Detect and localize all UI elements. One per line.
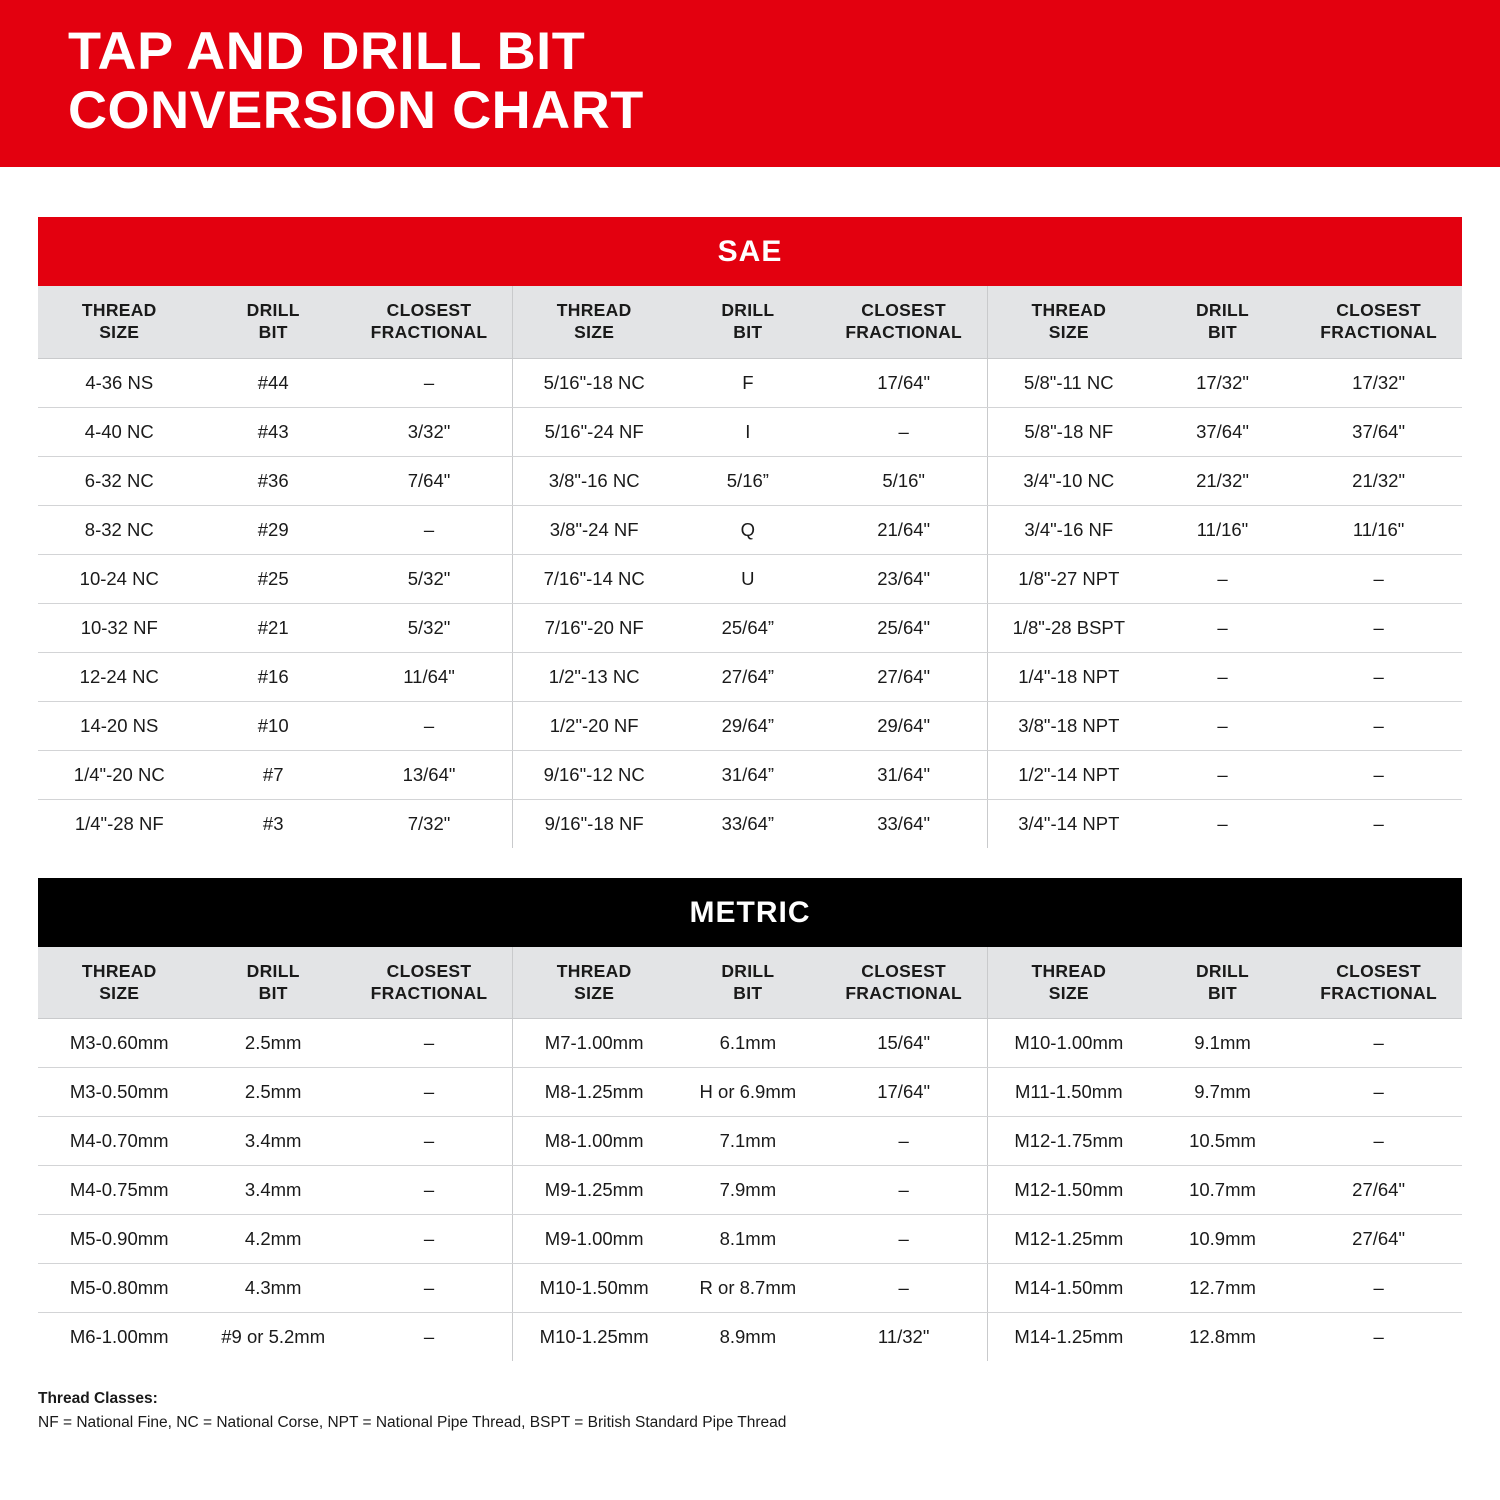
table-cell: – [1150,554,1295,603]
col-header-line: FRACTIONAL [370,322,488,343]
table-cell: 1/8"-28 BSPT [987,603,1150,652]
col-header-line: CLOSEST [1336,299,1421,320]
table-cell: M8-1.25mm [513,1068,676,1117]
table-cell: M4-0.70mm [38,1117,201,1166]
metric-header-row [38,947,1462,1019]
table-cell: – [1150,652,1295,701]
col-header-line: FRACTIONAL [845,982,963,1003]
page-title-line1: TAP AND DRILL BIT [68,22,586,81]
table-cell: – [346,1117,513,1166]
col-header-line: DRILL [246,299,300,320]
col-header-line: BIT [733,982,763,1003]
table-cell: F [675,358,820,407]
sae-table-body [38,358,1462,848]
table-cell: M7-1.00mm [513,1019,676,1068]
table-row [38,1117,1462,1166]
col-header-line: SIZE [99,322,140,343]
table-cell: #44 [201,358,346,407]
table-row [38,1068,1462,1117]
table-cell: 21/32" [1295,456,1462,505]
table-cell: U [675,554,820,603]
table-cell: M5-0.80mm [38,1264,201,1313]
table-cell: 1/2"-20 NF [513,701,676,750]
table-cell: 3/4"-14 NPT [987,799,1150,848]
table-row [38,1215,1462,1264]
table-cell: 1/2"-13 NC [513,652,676,701]
table-cell: #43 [201,407,346,456]
table-cell: 33/64" [877,812,931,834]
table-cell: – [1295,1117,1462,1166]
table-cell: M6-1.00mm [69,1326,169,1348]
table-cell: – [1373,1326,1384,1348]
footnote-label: Thread Classes: [38,1390,158,1408]
table-cell: #3 [262,812,284,834]
table-cell: 2.5mm [201,1068,346,1117]
table-cell: 17/64" [821,358,988,407]
table-cell: M4-0.75mm [38,1166,201,1215]
table-row [38,1166,1462,1215]
table-cell: 21/64" [821,505,988,554]
table-cell: – [821,1117,988,1166]
col-header-line: DRILL [1195,960,1250,981]
table-cell: #29 [201,505,346,554]
metric-section-title: METRIC [38,878,1462,947]
table-cell: 3/4"-10 NC [987,456,1150,505]
table-cell: 5/8"-18 NF [987,407,1150,456]
table-cell: 3/8"-16 NC [513,456,676,505]
table-cell: 8.9mm [719,1326,777,1348]
table-cell: 5/16"-24 NF [513,407,676,456]
col-header-line: THREAD [81,960,157,981]
table-cell: #25 [201,554,346,603]
table-cell: 11/32" [877,1326,930,1348]
col-header-line: DRILL [721,960,775,981]
table-cell: 7.9mm [675,1166,820,1215]
col-header-line: BIT [1207,322,1238,343]
table-row [38,554,1462,603]
col-header-drill-bit-3 [1150,947,1295,1019]
col-header-thread-size-2 [513,947,676,1019]
col-header-thread-size-3 [987,286,1150,358]
metric-table-head [38,947,1462,1019]
table-cell: 17/64" [821,1068,988,1117]
table-cell: 1/4"-20 NC [38,750,201,799]
table-cell: M9-1.00mm [513,1215,676,1264]
table-cell: – [423,1326,435,1348]
page-title [68,22,1500,141]
table-cell: #16 [201,652,346,701]
table-cell: M5-0.90mm [38,1215,201,1264]
table-cell: 10.7mm [1150,1166,1295,1215]
table-cell: – [346,1215,513,1264]
col-header-thread-size-3 [987,947,1150,1019]
table-cell: 3/8"-24 NF [513,505,676,554]
col-header-line: SIZE [99,982,140,1003]
table-cell: 31/64" [821,750,988,799]
table-row [38,750,1462,799]
table-cell: M10-1.50mm [513,1264,676,1313]
table-cell: – [346,1166,513,1215]
table-cell: R or 8.7mm [675,1264,820,1313]
table-cell: #21 [201,603,346,652]
table-cell: M12-1.25mm [987,1215,1150,1264]
table-cell: 9.1mm [1150,1019,1295,1068]
sae-table-head [38,286,1462,358]
table-cell: 4-36 NS [38,358,201,407]
col-header-line: THREAD [81,299,157,320]
table-cell: – [1295,554,1462,603]
table-cell: 11/64" [346,652,513,701]
table-cell: – [346,1264,513,1313]
table-cell: 9/16"-12 NC [513,750,676,799]
table-cell: M14-1.25mm [987,1313,1150,1362]
table-cell: 5/16” [675,456,820,505]
table-cell: 4-40 NC [38,407,201,456]
col-header-closest-fractional-2 [821,947,988,1019]
col-header-line: SIZE [574,322,615,343]
table-cell: 10-32 NF [38,603,201,652]
table-cell: M11-1.50mm [987,1068,1150,1117]
table-cell: M3-0.50mm [38,1068,201,1117]
table-cell: – [346,1019,513,1068]
table-cell: 33/64” [721,812,775,834]
table-cell: #7 [201,750,346,799]
table-cell: 3/8"-18 NPT [987,701,1150,750]
col-header-line: SIZE [1048,322,1089,343]
col-header-closest-fractional-1 [346,947,513,1019]
sae-table [38,286,1462,848]
table-cell: 1/2"-14 NPT [987,750,1150,799]
col-header-thread-size-1 [38,286,201,358]
col-header-closest-fractional-3 [1295,947,1462,1019]
table-cell: 5/16"-18 NC [513,358,676,407]
table-cell: 3.4mm [201,1166,346,1215]
table-cell: 7/32" [407,812,451,834]
table-cell: M12-1.75mm [987,1117,1150,1166]
col-header-line: BIT [733,322,763,343]
table-cell: – [821,1264,988,1313]
table-cell: 23/64" [821,554,988,603]
col-header-line: FRACTIONAL [370,982,488,1003]
col-header-line: CLOSEST [861,299,947,320]
table-cell: – [821,1166,988,1215]
table-cell: – [346,1068,513,1117]
table-cell: – [346,505,513,554]
table-cell: #36 [201,456,346,505]
table-cell: 6.1mm [675,1019,820,1068]
table-cell: – [1295,603,1462,652]
table-cell: – [1295,1068,1462,1117]
table-cell: 7/16"-20 NF [513,603,676,652]
table-cell: 27/64" [1295,1215,1462,1264]
footnote-text: NF = National Fine, NC = National Corse, NPT = National Pipe Thread, BSPT = British Standard Pipe Thread [38,1414,787,1432]
table-cell: 3.4mm [201,1117,346,1166]
col-header-line: THREAD [556,960,632,981]
col-header-thread-size-2 [513,286,676,358]
page-header [0,0,1500,167]
table-cell: 17/32" [1295,358,1462,407]
col-header-line: CLOSEST [1336,960,1421,981]
table-cell: M12-1.50mm [987,1166,1150,1215]
table-row [38,652,1462,701]
col-header-line: BIT [1207,982,1238,1003]
col-header-line: CLOSEST [861,960,947,981]
sae-section-title: SAE [38,217,1462,286]
table-cell: 1/4"-18 NPT [987,652,1150,701]
col-header-line: SIZE [1048,982,1089,1003]
table-cell: 13/64" [346,750,513,799]
table-cell: H or 6.9mm [675,1068,820,1117]
table-cell: – [821,1215,988,1264]
table-cell: 4.3mm [201,1264,346,1313]
table-cell: 5/32" [346,554,513,603]
table-cell: 7.1mm [675,1117,820,1166]
table-cell: 9.7mm [1150,1068,1295,1117]
table-cell: 6-32 NC [38,456,201,505]
col-header-line: DRILL [721,299,775,320]
table-cell: – [1295,1264,1462,1313]
table-cell: 3/32" [346,407,513,456]
table-cell: 10-24 NC [38,554,201,603]
table-cell: – [1150,750,1295,799]
table-cell: M14-1.50mm [987,1264,1150,1313]
table-cell: #9 or 5.2mm [221,1326,326,1348]
table-cell: 5/8"-11 NC [987,358,1150,407]
table-cell: M10-1.25mm [513,1313,676,1362]
col-header-drill-bit-2 [675,286,820,358]
col-header-drill-bit-2 [675,947,820,1019]
table-cell: 1/8"-27 NPT [987,554,1150,603]
table-cell: Q [675,505,820,554]
col-header-line: SIZE [574,982,615,1003]
table-cell: – [1150,603,1295,652]
table-cell: – [1217,812,1228,834]
sae-section [38,217,1462,848]
table-cell: 25/64" [821,603,988,652]
page-title-line2: CONVERSION CHART [68,81,644,141]
table-cell: 2.5mm [201,1019,346,1068]
table-cell: 15/64" [821,1019,988,1068]
table-cell: M8-1.00mm [513,1117,676,1166]
col-header-line: BIT [258,982,288,1003]
table-cell: 7/64" [346,456,513,505]
metric-table-body [38,1019,1462,1362]
table-cell: 5/16" [821,456,988,505]
col-header-line: BIT [258,322,288,343]
table-cell: – [821,407,988,456]
col-header-line: THREAD [1031,960,1107,981]
table-cell: M10-1.00mm [987,1019,1150,1068]
table-cell: – [1295,750,1462,799]
col-header-drill-bit-3 [1150,286,1295,358]
col-header-line: CLOSEST [386,299,472,320]
col-header-closest-fractional-1 [346,286,513,358]
table-cell: 37/64" [1295,407,1462,456]
col-header-line: FRACTIONAL [845,322,963,343]
table-cell: – [1150,701,1295,750]
table-cell: 11/16" [1295,505,1462,554]
col-header-drill-bit-1 [201,947,346,1019]
table-cell: 9/16"-18 NF [513,799,676,848]
col-header-drill-bit-1 [201,286,346,358]
col-header-line: THREAD [1031,299,1107,320]
table-row [38,1313,1462,1362]
table-cell: 1/4"-28 NF [74,812,164,834]
table-cell: 37/64" [1150,407,1295,456]
table-row [38,1264,1462,1313]
table-row [38,701,1462,750]
table-row [38,358,1462,407]
col-header-line: FRACTIONAL [1320,322,1437,343]
table-cell: 12.7mm [1150,1264,1295,1313]
table-cell: 12-24 NC [38,652,201,701]
table-cell: #10 [201,701,346,750]
table-cell: – [1295,701,1462,750]
metric-table [38,947,1462,1362]
col-header-line: DRILL [246,960,300,981]
table-row [38,799,1462,848]
footnote [38,1387,1462,1435]
table-cell: – [346,358,513,407]
table-cell: 27/64” [675,652,820,701]
table-row [38,603,1462,652]
table-cell: 11/16" [1150,505,1295,554]
table-cell: 27/64" [821,652,988,701]
col-header-line: CLOSEST [386,960,472,981]
table-cell: 31/64” [675,750,820,799]
table-cell: 8-32 NC [38,505,201,554]
col-header-line: DRILL [1195,299,1250,320]
col-header-closest-fractional-3 [1295,286,1462,358]
table-row [38,505,1462,554]
table-cell: 3/4"-16 NF [987,505,1150,554]
table-cell: – [1295,652,1462,701]
table-row [38,1019,1462,1068]
col-header-closest-fractional-2 [821,286,988,358]
table-cell: 4.2mm [201,1215,346,1264]
table-row [38,456,1462,505]
col-header-thread-size-1 [38,947,201,1019]
table-cell: 10.9mm [1150,1215,1295,1264]
table-cell: I [675,407,820,456]
table-cell: 29/64” [675,701,820,750]
table-row [38,407,1462,456]
table-cell: – [346,701,513,750]
col-header-line: THREAD [556,299,632,320]
table-cell: – [1373,812,1384,834]
table-cell: – [1295,1019,1462,1068]
table-cell: M9-1.25mm [513,1166,676,1215]
table-cell: 5/32" [346,603,513,652]
col-header-line: FRACTIONAL [1320,982,1437,1003]
table-cell: 17/32" [1150,358,1295,407]
table-cell: 14-20 NS [38,701,201,750]
table-cell: 8.1mm [675,1215,820,1264]
table-cell: 21/32" [1150,456,1295,505]
metric-section [38,878,1462,1362]
table-cell: 10.5mm [1150,1117,1295,1166]
table-cell: 12.8mm [1189,1326,1256,1348]
table-cell: M3-0.60mm [38,1019,201,1068]
sae-header-row [38,286,1462,358]
table-cell: 29/64" [821,701,988,750]
table-cell: 25/64” [675,603,820,652]
table-cell: 27/64" [1295,1166,1462,1215]
table-cell: 7/16"-14 NC [513,554,676,603]
